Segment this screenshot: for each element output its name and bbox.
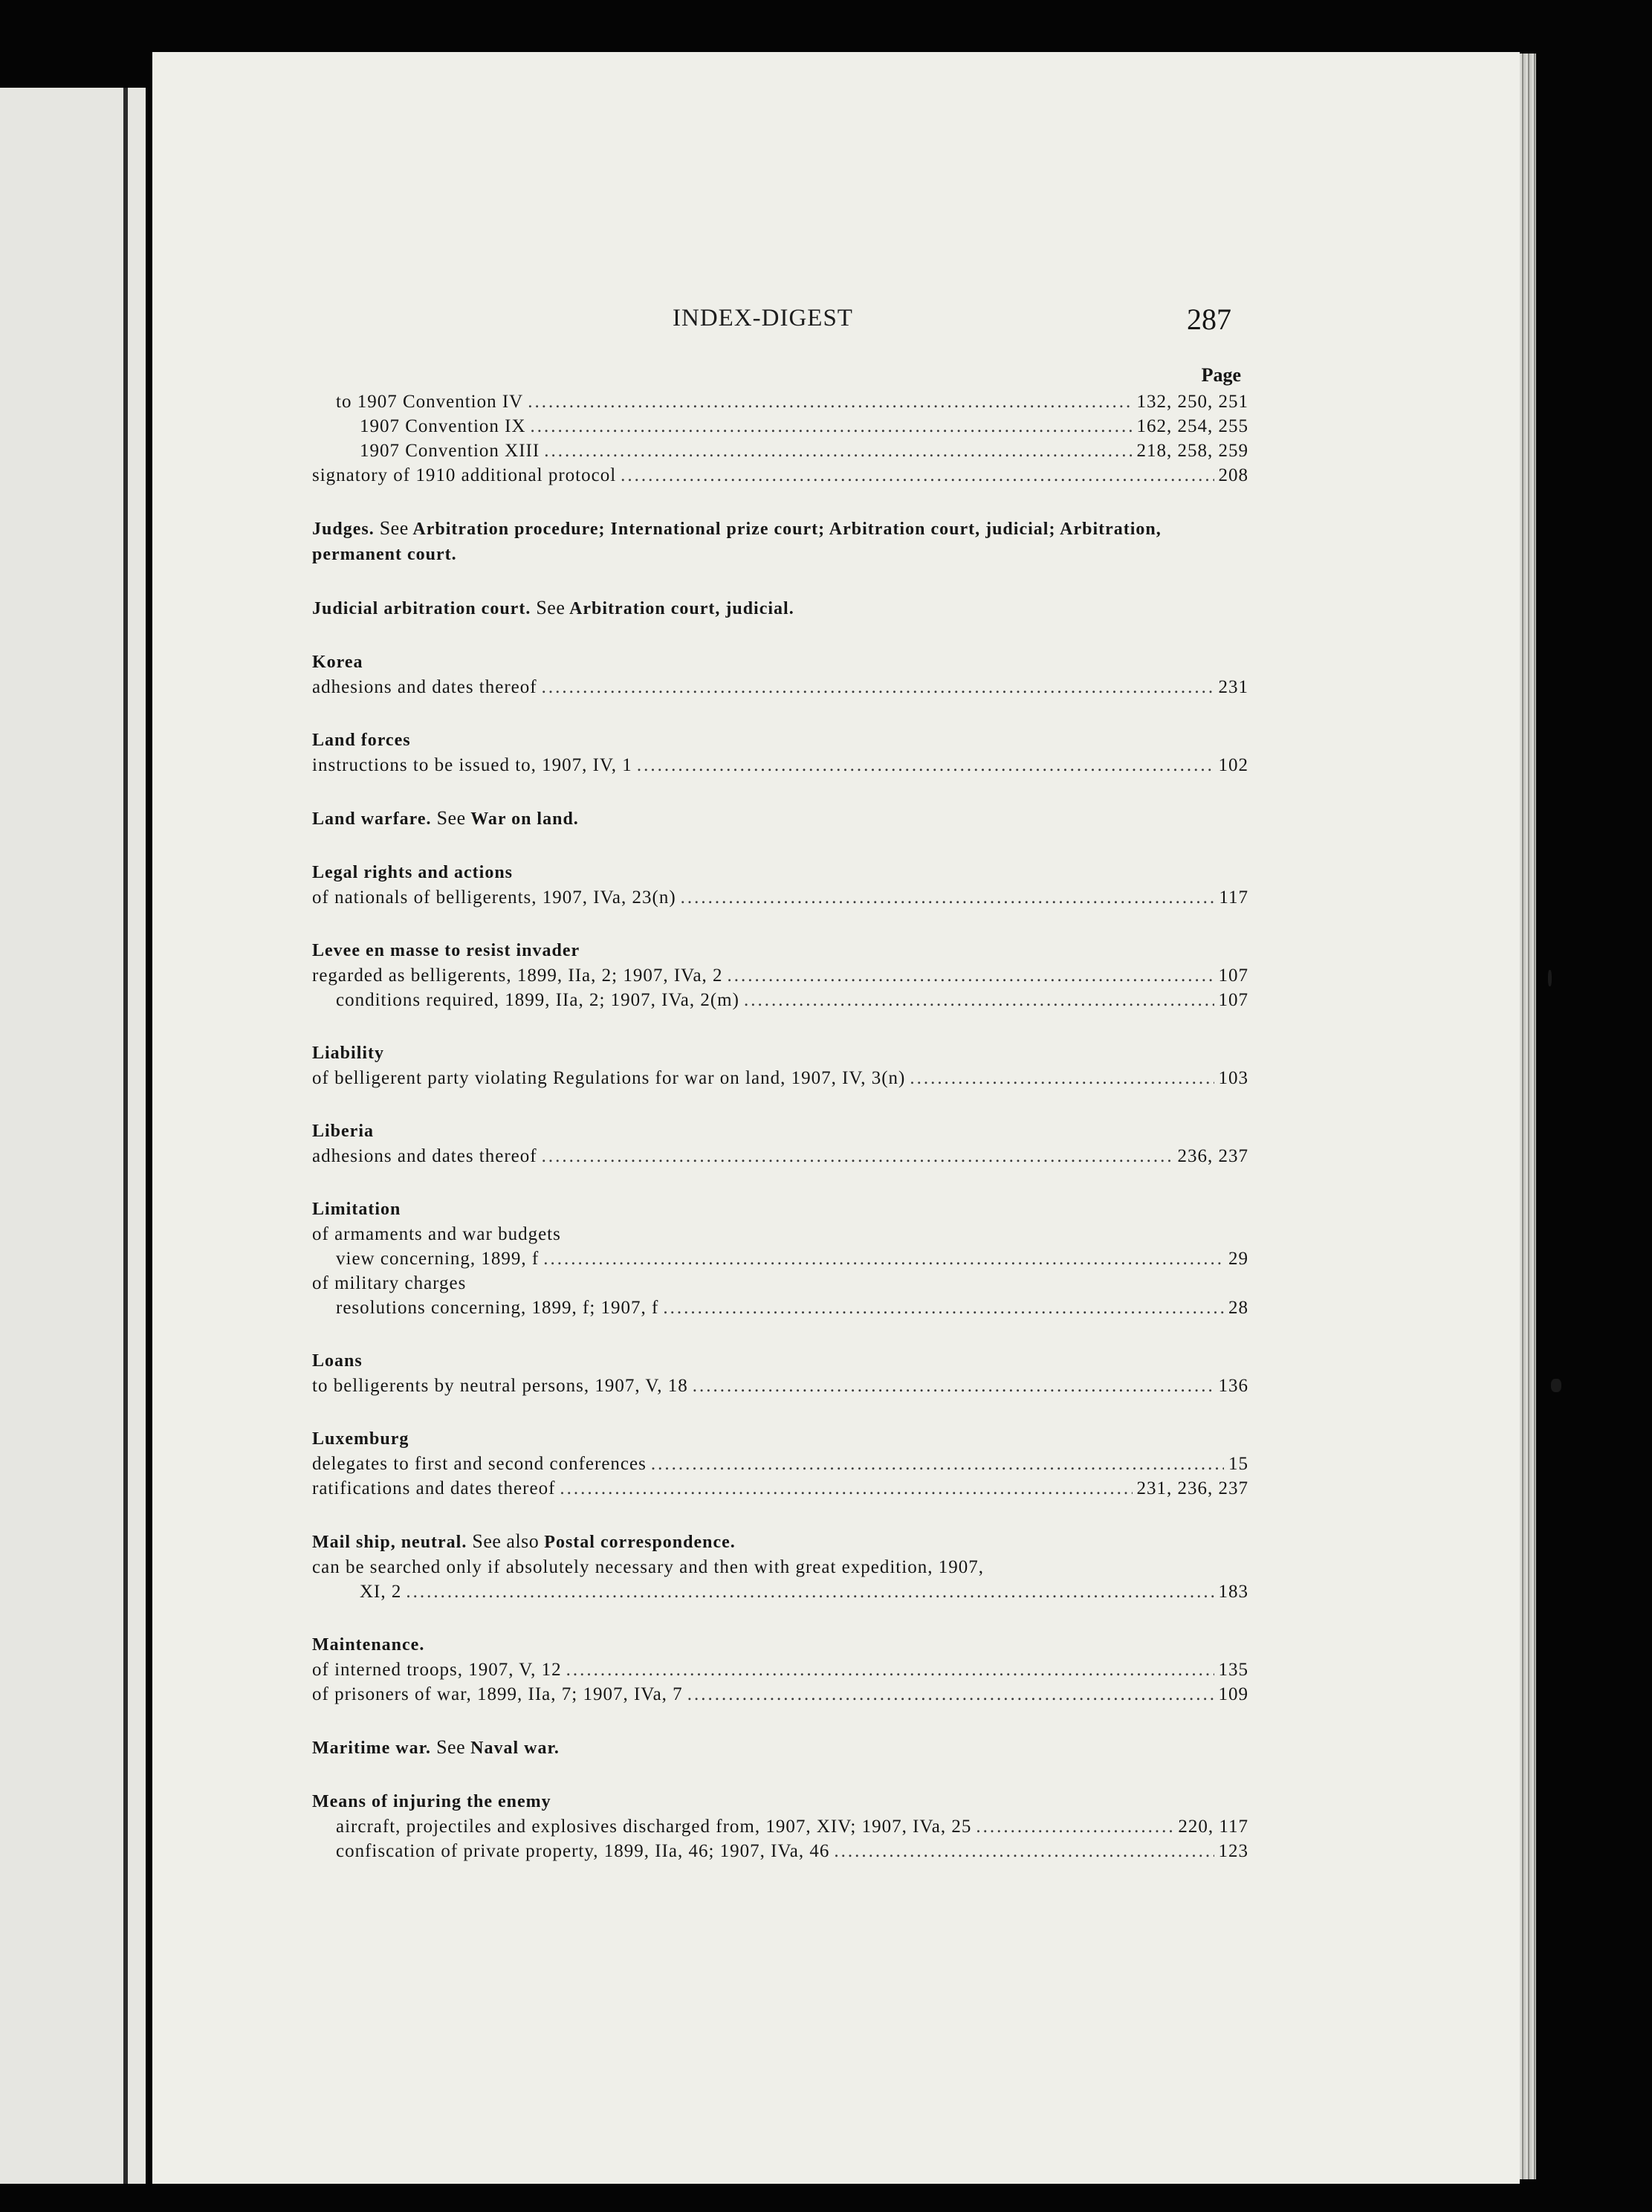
entry-heading: Legal rights and actions	[312, 863, 514, 882]
running-head	[0, 305, 1652, 342]
entry-heading: Luxemburg	[312, 1429, 409, 1449]
entry-heading: Judicial arbitration court. See Arbitration court, judicial.	[312, 597, 794, 618]
entry-heading: Liberia	[312, 1122, 374, 1141]
index-line: view concerning, 1899, f ..... 29	[312, 1246, 1248, 1271]
index-entry-korea	[312, 650, 1248, 699]
page-stack-edge	[1520, 54, 1536, 2179]
scan-artifact	[1548, 970, 1552, 986]
index-line: ratifications and dates thereof ..... 231, 236, 237	[312, 1476, 1248, 1501]
index-entry-means-of-injuring	[312, 1789, 1248, 1863]
index-line: aircraft, projectiles and explosives discharged from, 1907, XIV; 1907, IVa, 25 ..... 220, 117	[312, 1814, 1248, 1839]
index-line: of belligerent party violating Regulations for war on land, 1907, IV, 3(n) ..... 103	[312, 1066, 1248, 1090]
continued-entry	[312, 389, 1248, 488]
index-line: of military charges	[312, 1273, 467, 1293]
entry-heading: Korea	[312, 653, 363, 672]
index-line: 1907 Convention XIII ..... 218, 258, 259	[312, 439, 1248, 463]
entry-heading: Maritime war. See Naval war.	[312, 1736, 560, 1758]
index-line: 1907 Convention IX ..... 162, 254, 255	[312, 414, 1248, 439]
index-entry-liberia	[312, 1119, 1248, 1168]
entry-heading: Land warfare. See War on land.	[312, 807, 579, 829]
entry-heading: Levee en masse to resist invader	[312, 941, 580, 960]
index-line: of nationals of belligerents, 1907, IVa, 23(n) ..... 117	[312, 885, 1248, 910]
page-title: INDEX-DIGEST	[673, 305, 853, 332]
entry-heading: Liability	[312, 1044, 385, 1063]
index-line: instructions to be issued to, 1907, IV, 1 ..... 102	[312, 753, 1248, 777]
scan-artifact	[1551, 1379, 1561, 1392]
index-line: to 1907 Convention IV ..... 132, 250, 251	[312, 389, 1248, 414]
index-content	[312, 364, 1248, 1863]
page-number: 287	[1187, 303, 1231, 336]
index-entry-maritime-war	[312, 1735, 1248, 1761]
entry-heading: Limitation	[312, 1200, 401, 1219]
index-entry-levee-en-masse	[312, 938, 1248, 1012]
index-entry-liability	[312, 1041, 1248, 1090]
index-line: to belligerents by neutral persons, 1907, V, 18 ..... 136	[312, 1374, 1248, 1398]
index-entry-loans	[312, 1348, 1248, 1398]
index-line: delegates to first and second conferences ..... 15	[312, 1452, 1248, 1476]
index-entry-land-warfare	[312, 806, 1248, 832]
left-page-gutter	[123, 88, 128, 2184]
index-entry-judges	[312, 516, 1248, 567]
entry-heading: Mail ship, neutral. See also Postal correspondence.	[312, 1530, 736, 1552]
index-entry-luxemburg	[312, 1426, 1248, 1501]
index-line: resolutions concerning, 1899, f; 1907, f ..... 28	[312, 1296, 1248, 1320]
index-entry-judicial-arbitration-court	[312, 595, 1248, 621]
index-entry-legal-rights	[312, 860, 1248, 910]
index-line: adhesions and dates thereof ..... 231	[312, 675, 1248, 699]
index-line: of armaments and war budgets	[312, 1224, 561, 1244]
page-column-heading: Page	[1201, 364, 1241, 386]
index-line: confiscation of private property, 1899, IIa, 46; 1907, IVa, 46 ..... 123	[312, 1839, 1248, 1863]
entry-heading: Loans	[312, 1351, 363, 1371]
index-entry-limitation	[312, 1197, 1248, 1320]
index-entry-mail-ship	[312, 1529, 1248, 1604]
entry-heading: Means of injuring the enemy	[312, 1792, 551, 1811]
entry-heading: Land forces	[312, 731, 411, 750]
index-line: XI, 2 ..... 183	[312, 1579, 1248, 1604]
index-line: of prisoners of war, 1899, IIa, 7; 1907, IVa, 7 ..... 109	[312, 1682, 1248, 1707]
entry-heading: Judges. See Arbitration procedure; International prize court; Arbitration court, judicial; Arbitration, permanent court.	[312, 517, 1162, 564]
index-line: can be searched only if absolutely necessary and then with great expedition, 1907,	[312, 1557, 984, 1577]
index-entry-land-forces	[312, 728, 1248, 777]
entry-heading: Maintenance.	[312, 1635, 425, 1655]
index-line: regarded as belligerents, 1899, IIa, 2; 1907, IVa, 2 ..... 107	[312, 963, 1248, 988]
index-line: signatory of 1910 additional protocol ..... 208	[312, 463, 1248, 488]
index-line: of interned troops, 1907, V, 12 ..... 135	[312, 1658, 1248, 1682]
index-entry-maintenance	[312, 1632, 1248, 1707]
index-line: conditions required, 1899, IIa, 2; 1907, IVa, 2(m) ..... 107	[312, 988, 1248, 1012]
index-line: adhesions and dates thereof ..... 236, 237	[312, 1144, 1248, 1168]
